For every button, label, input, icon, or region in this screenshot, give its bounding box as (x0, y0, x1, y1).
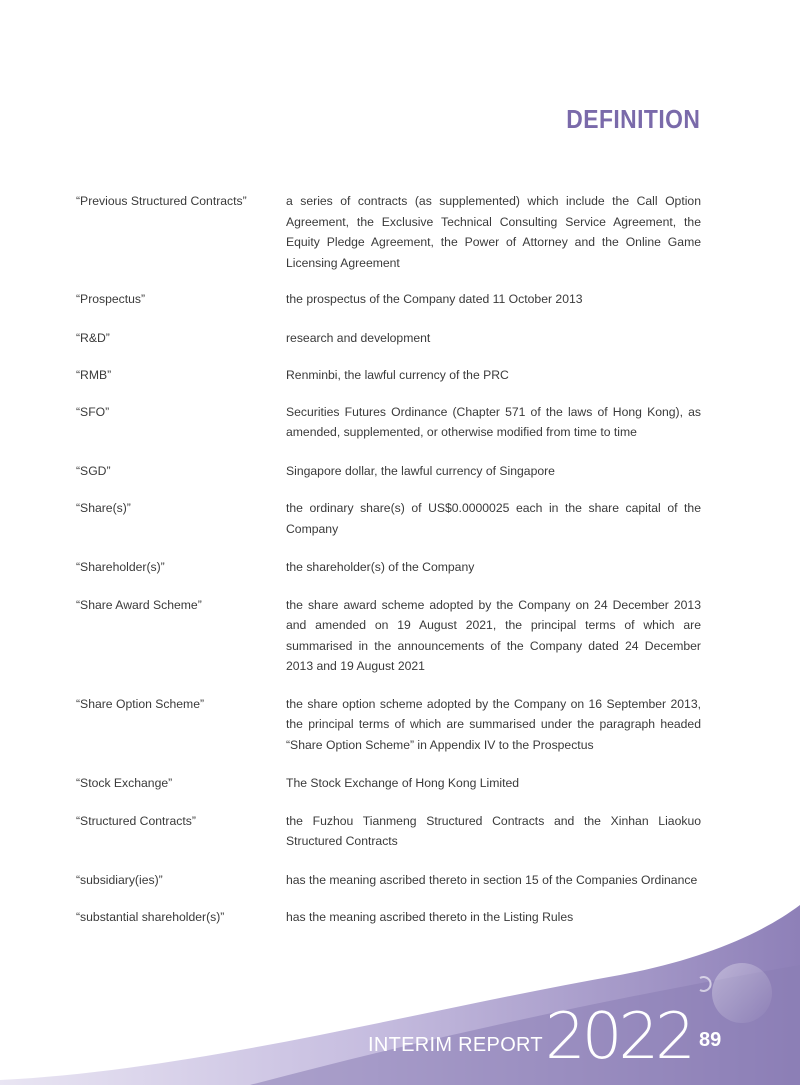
definition-description: the prospectus of the Company dated 11 October 2013 (286, 292, 583, 306)
definition-description: the shareholder(s) of the Company (286, 560, 475, 574)
page-title: DEFINITION (565, 104, 700, 134)
definition-row (76, 461, 701, 482)
definition-term: “Prospectus” (76, 292, 146, 306)
definition-description: the share option scheme adopted by the Company on 16 September 2013, the principal terms of which are summarised under the paragraph headed “Share Option Scheme” in Appendix IV to the Prospectus (286, 696, 701, 752)
page-number: 89 (699, 1029, 722, 1051)
definition-term: “Shareholder(s)” (76, 560, 165, 574)
definition-term: “subsidiary(ies)” (76, 872, 163, 887)
definition-description: the ordinary share(s) of US$0.0000025 each in the share capital of the Company (286, 501, 701, 536)
definition-term: “Share Option Scheme” (76, 696, 205, 711)
definition-row (76, 498, 701, 539)
definition-row (76, 773, 701, 794)
definition-description: Renminbi, the lawful currency of the PRC (286, 368, 509, 382)
definition-term: “SGD” (76, 463, 111, 478)
definition-row (76, 811, 701, 852)
definition-term: “substantial shareholder(s)” (76, 910, 225, 924)
definition-description: Singapore dollar, the lawful currency of Singapore (286, 463, 555, 478)
definition-description: the Fuzhou Tianmeng Structured Contracts and the Xinhan Liaokuo Structured Contracts (286, 813, 701, 848)
definition-row (76, 289, 701, 310)
definition-description: has the meaning ascribed thereto in section 15 of the Companies Ordinance (286, 872, 698, 887)
definition-description: The Stock Exchange of Hong Kong Limited (286, 776, 520, 790)
definition-row (76, 595, 701, 677)
definition-term: “SFO” (76, 404, 110, 419)
footer-report-label: INTERIM REPORT (368, 1034, 543, 1056)
definitions-list (76, 191, 701, 945)
definition-term: “RMB” (76, 368, 112, 382)
definition-row (76, 557, 701, 578)
definition-description: has the meaning ascribed thereto in the Listing Rules (286, 910, 574, 924)
definition-description: a series of contracts (as supplemented) which include the Call Option Agreement, the Exclusive Technical Consulting Service Agreement, the Equity Pledge Agreement, the Power of Attorney and the Online Game Licensing Agreement (286, 194, 701, 270)
definition-term: “R&D” (76, 330, 110, 345)
definition-row (76, 328, 701, 349)
definition-row (76, 191, 701, 273)
definition-term: “Share Award Scheme” (76, 597, 202, 612)
definition-description: the share award scheme adopted by the Company on 24 December 2013 and amended on 19 August 2021, the principal terms of which are summarised in the announcements of the Company dated 24 December 2013 and 19 August 2021 (286, 597, 701, 673)
definition-row (76, 365, 701, 386)
definition-term: “Stock Exchange” (76, 776, 173, 790)
definition-description: research and development (286, 330, 431, 345)
definition-row (76, 694, 701, 756)
definition-term: “Share(s)” (76, 501, 131, 515)
definition-term: “Previous Structured Contracts” (76, 194, 247, 208)
definition-term: “Structured Contracts” (76, 813, 196, 828)
footer-year: 2022 (545, 1000, 692, 1074)
definition-row (76, 402, 701, 443)
definition-description: Securities Futures Ordinance (Chapter 571 of the laws of Hong Kong), as amended, supplemented, or otherwise modified from time to time (286, 404, 701, 439)
